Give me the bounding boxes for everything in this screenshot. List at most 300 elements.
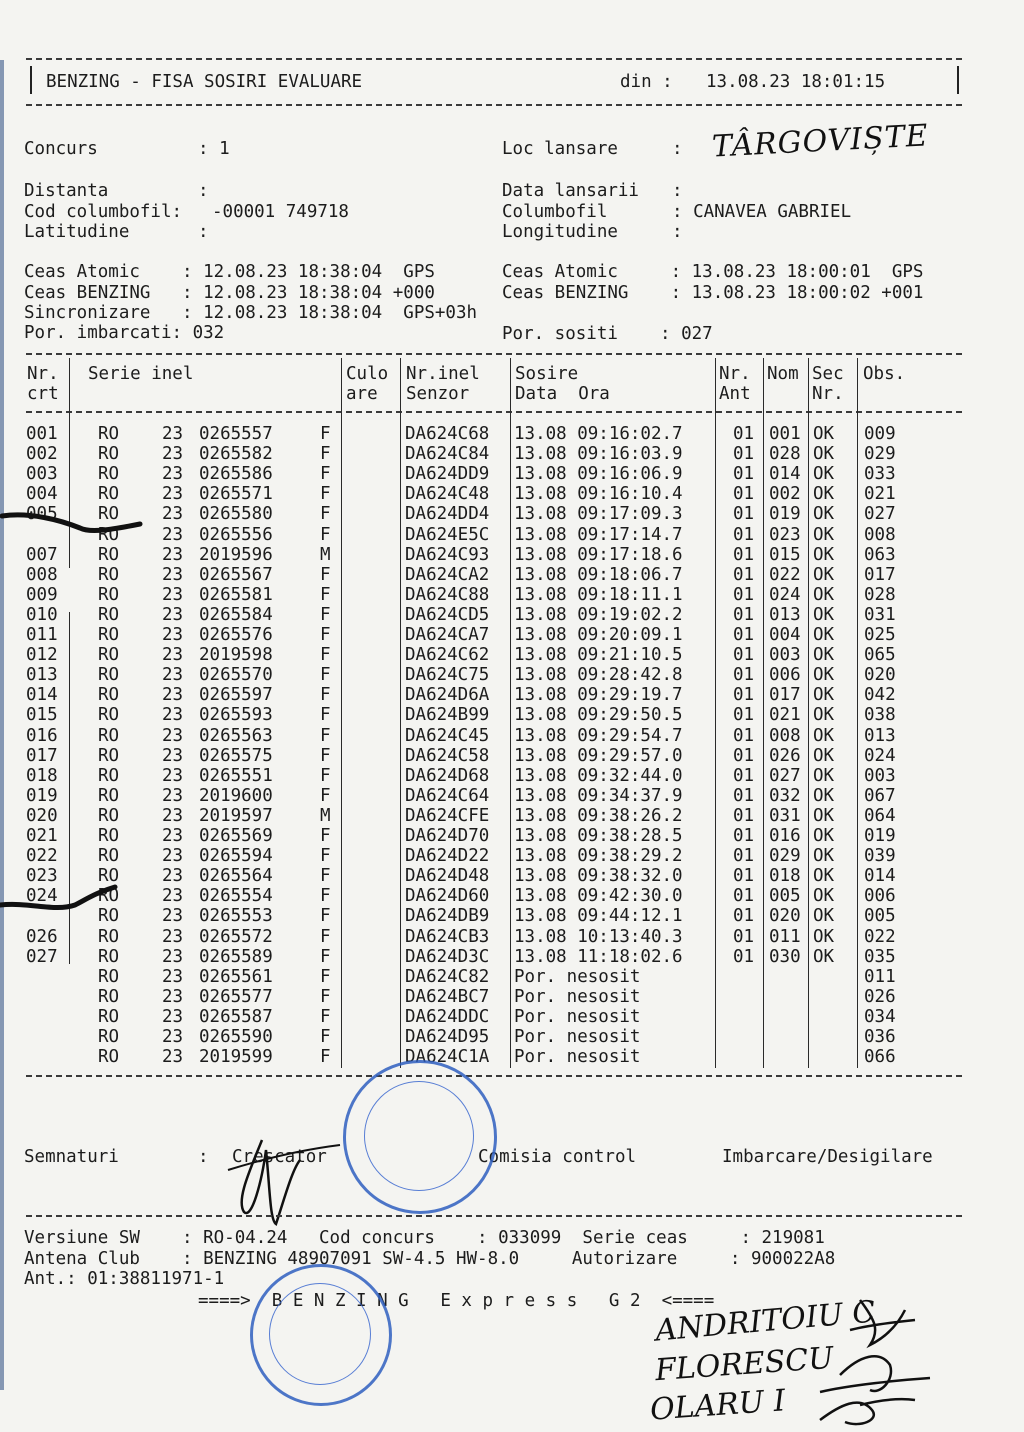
row-ring-number: 2019598: [199, 645, 273, 666]
row-nom: 016: [769, 826, 801, 846]
row-sex: M: [320, 544, 331, 565]
row-sex: F: [320, 625, 331, 645]
row-ring-number: 0265570: [199, 665, 273, 686]
row-ring-number: 0265580: [199, 504, 273, 525]
row-ring-number: 0265554: [199, 886, 273, 907]
ceas-atomic-end: Ceas Atomic : 13.08.23 18:00:01 GPS: [502, 262, 924, 282]
row-nom: 019: [769, 504, 801, 525]
row-nr: 022: [26, 846, 58, 867]
row-nom: 024: [769, 584, 801, 605]
row-arrival: 13.08 09:16:06.9: [514, 464, 683, 485]
row-nr: 016: [26, 725, 58, 746]
row-antenna: 01: [733, 584, 755, 605]
row-antenna: 01: [733, 926, 755, 947]
row-arrival: 13.08 09:17:18.6: [514, 544, 683, 565]
row-year: 23: [162, 966, 184, 987]
row-obs: 026: [864, 986, 896, 1007]
row-year: 23: [162, 805, 184, 826]
row-country: RO: [98, 604, 120, 625]
row-ring-number: 0265576: [199, 625, 273, 645]
row-sex: F: [320, 866, 331, 887]
row-sex: F: [320, 484, 331, 505]
row-ring-number: 0265589: [199, 946, 273, 967]
row-sec: OK: [813, 564, 835, 585]
row-year: 23: [162, 906, 184, 927]
row-obs: 022: [864, 926, 896, 947]
row-nom: 002: [769, 484, 801, 505]
row-nom: 028: [769, 444, 801, 465]
row-sex: F: [320, 826, 331, 846]
row-sensor-id: DA624C62: [405, 645, 490, 666]
report-title: BENZING - FISA SOSIRI EVALUARE: [46, 72, 363, 92]
row-sex: F: [320, 1027, 331, 1047]
row-country: RO: [98, 966, 120, 987]
columbofil-label: Columbofil: [502, 202, 608, 222]
row-arrival: Por. nesosit: [514, 986, 641, 1007]
row-nom: 003: [769, 645, 801, 666]
row-year: 23: [162, 544, 184, 565]
row-sex: F: [320, 504, 331, 525]
row-antenna: 01: [733, 665, 755, 686]
row-country: RO: [98, 444, 120, 465]
row-ring-number: 0265567: [199, 564, 273, 585]
row-sensor-id: DA624C68: [405, 424, 490, 444]
row-arrival: 13.08 09:19:02.2: [514, 604, 683, 625]
row-antenna: 01: [733, 725, 755, 746]
row-nom: 015: [769, 544, 801, 565]
row-ring-number: 0265575: [199, 745, 273, 766]
row-sex: F: [320, 584, 331, 605]
distanta-label: Distanta: [24, 181, 109, 201]
row-obs: 008: [864, 524, 896, 545]
row-country: RO: [98, 906, 120, 927]
row-nom: 029: [769, 846, 801, 867]
row-nr: 001: [26, 424, 58, 444]
col-header-senzor: Senzor: [406, 384, 470, 404]
row-country: RO: [98, 645, 120, 666]
row-nom: 005: [769, 886, 801, 907]
row-country: RO: [98, 544, 120, 565]
row-arrival: 13.08 09:29:57.0: [514, 745, 683, 766]
row-sex: F: [320, 1047, 331, 1068]
row-year: 23: [162, 1006, 184, 1027]
row-country: RO: [98, 805, 120, 826]
row-sex: F: [320, 765, 331, 786]
row-year: 23: [162, 604, 184, 625]
row-nom: 030: [769, 946, 801, 967]
row-antenna: 01: [733, 504, 755, 525]
ceas-benzing-end: Ceas BENZING : 13.08.23 18:00:02 +001: [502, 283, 924, 303]
row-year: 23: [162, 665, 184, 686]
row-country: RO: [98, 625, 120, 645]
row-nom: 013: [769, 604, 801, 625]
row-ring-number: 2019596: [199, 544, 273, 565]
row-nom: 008: [769, 725, 801, 746]
row-year: 23: [162, 524, 184, 545]
row-nr: 005: [26, 504, 58, 525]
row-obs: 019: [864, 826, 896, 846]
row-sec: OK: [813, 685, 835, 706]
row-obs: 031: [864, 604, 896, 625]
row-sec: OK: [813, 846, 835, 867]
loc-lansare-sep: :: [672, 139, 683, 159]
row-sensor-id: DA624E5C: [405, 524, 490, 545]
row-sex: F: [320, 1006, 331, 1027]
row-sex: F: [320, 946, 331, 967]
row-arrival: 13.08 09:17:14.7: [514, 524, 683, 545]
row-sex: F: [320, 665, 331, 686]
row-year: 23: [162, 986, 184, 1007]
row-sec: OK: [813, 544, 835, 565]
longitudine-value: :: [672, 222, 683, 242]
row-sex: F: [320, 986, 331, 1007]
col-header-ant: Ant: [719, 384, 751, 404]
row-obs: 063: [864, 544, 896, 565]
row-obs: 039: [864, 846, 896, 867]
row-sensor-id: DA624C58: [405, 745, 490, 766]
row-nr: 002: [26, 444, 58, 465]
row-country: RO: [98, 1047, 120, 1068]
row-antenna: 01: [733, 785, 755, 806]
row-obs: 025: [864, 625, 896, 645]
row-year: 23: [162, 826, 184, 846]
row-antenna: 01: [733, 564, 755, 585]
row-nr: 003: [26, 464, 58, 485]
row-country: RO: [98, 765, 120, 786]
row-country: RO: [98, 1006, 120, 1027]
row-sensor-id: DA624DD4: [405, 504, 490, 525]
row-year: 23: [162, 846, 184, 867]
row-sensor-id: DA624D48: [405, 866, 490, 887]
row-year: 23: [162, 685, 184, 706]
row-nr: 012: [26, 645, 58, 666]
col-header-crt: crt: [27, 384, 59, 404]
row-arrival: 13.08 11:18:02.6: [514, 946, 683, 967]
row-sex: F: [320, 464, 331, 485]
row-ring-number: 0265590: [199, 1027, 273, 1047]
row-sensor-id: DA624CD5: [405, 604, 490, 625]
loc-lansare-handwritten: TÂRGOVIȘTE: [711, 118, 930, 165]
row-year: 23: [162, 625, 184, 645]
footer-line-3: Ant.: 01:38811971-1: [24, 1269, 225, 1289]
row-antenna: 01: [733, 866, 755, 887]
row-sec: OK: [813, 464, 835, 485]
row-antenna: 01: [733, 906, 755, 927]
row-arrival: Por. nesosit: [514, 1006, 641, 1027]
row-country: RO: [98, 986, 120, 1007]
row-sec: OK: [813, 444, 835, 465]
row-ring-number: 0265563: [199, 725, 273, 746]
row-country: RO: [98, 926, 120, 947]
row-obs: 024: [864, 745, 896, 766]
row-sex: F: [320, 745, 331, 766]
row-sec: OK: [813, 745, 835, 766]
row-nom: 026: [769, 745, 801, 766]
row-obs: 033: [864, 464, 896, 485]
row-obs: 028: [864, 584, 896, 605]
row-obs: 020: [864, 665, 896, 686]
row-obs: 067: [864, 785, 896, 806]
porumbei-sositi: Por. sositi : 027: [502, 324, 713, 344]
row-arrival: 13.08 09:21:10.5: [514, 645, 683, 666]
row-country: RO: [98, 725, 120, 746]
row-sec: OK: [813, 866, 835, 887]
row-arrival: 13.08 09:44:12.1: [514, 906, 683, 927]
row-arrival: 13.08 09:32:44.0: [514, 765, 683, 786]
row-sec: OK: [813, 805, 835, 826]
row-year: 23: [162, 785, 184, 806]
row-antenna: 01: [733, 645, 755, 666]
col-header-nom: Nom: [767, 364, 799, 384]
row-country: RO: [98, 524, 120, 545]
row-sex: F: [320, 645, 331, 666]
row-sex: F: [320, 906, 331, 927]
row-obs: 021: [864, 484, 896, 505]
row-nom: 017: [769, 685, 801, 706]
row-sensor-id: DA624D3C: [405, 946, 490, 967]
row-obs: 006: [864, 886, 896, 907]
handwritten-name-2: FLORESCU: [653, 1340, 835, 1389]
col-header-nr-ant: Nr.: [719, 364, 751, 384]
row-nr: 004: [26, 484, 58, 505]
row-sensor-id: DA624C1A: [405, 1047, 490, 1068]
row-arrival: 13.08 09:38:26.2: [514, 805, 683, 826]
row-sec: OK: [813, 705, 835, 726]
row-ring-number: 0265594: [199, 846, 273, 867]
row-year: 23: [162, 886, 184, 907]
row-year: 23: [162, 1047, 184, 1068]
row-country: RO: [98, 785, 120, 806]
row-obs: 034: [864, 1006, 896, 1027]
row-sensor-id: DA624CFE: [405, 805, 490, 826]
row-country: RO: [98, 584, 120, 605]
row-sex: F: [320, 424, 331, 444]
row-ring-number: 0265593: [199, 705, 273, 726]
row-sec: OK: [813, 645, 835, 666]
row-sensor-id: DA624DD9: [405, 464, 490, 485]
concurs-label: Concurs: [24, 139, 98, 159]
row-nom: 021: [769, 705, 801, 726]
col-header-culoare-2: are: [346, 384, 378, 404]
row-year: 23: [162, 765, 184, 786]
row-antenna: 01: [733, 484, 755, 505]
row-nr: 026: [26, 926, 58, 947]
row-country: RO: [98, 886, 120, 907]
row-ring-number: 0265557: [199, 424, 273, 444]
row-country: RO: [98, 846, 120, 867]
row-obs: 011: [864, 966, 896, 987]
concurs-value: : 1: [198, 139, 230, 159]
header-datetime: 13.08.23 18:01:15: [706, 72, 886, 92]
sincronizare: Sincronizare : 12.08.23 18:38:04 GPS+03h: [24, 303, 478, 323]
row-antenna: 01: [733, 946, 755, 967]
row-year: 23: [162, 444, 184, 465]
row-sensor-id: DA624D70: [405, 826, 490, 846]
row-arrival: 13.08 09:28:42.8: [514, 665, 683, 686]
row-arrival: 13.08 09:38:29.2: [514, 846, 683, 867]
row-sex: F: [320, 524, 331, 545]
columbofil-value: : CANAVEA GABRIEL: [672, 202, 852, 222]
row-nr: 013: [26, 665, 58, 686]
row-sensor-id: DA624C45: [405, 725, 490, 746]
row-sensor-id: DA624CB3: [405, 926, 490, 947]
row-sex: F: [320, 785, 331, 806]
row-nr: 017: [26, 745, 58, 766]
row-sec: OK: [813, 886, 835, 907]
row-sensor-id: DA624C48: [405, 484, 490, 505]
row-sec: OK: [813, 826, 835, 846]
row-year: 23: [162, 705, 184, 726]
row-nom: 011: [769, 926, 801, 947]
row-country: RO: [98, 826, 120, 846]
col-header-nr: Nr.: [27, 364, 59, 384]
row-ring-number: 0265551: [199, 765, 273, 786]
row-arrival: 13.08 09:38:28.5: [514, 826, 683, 846]
row-sensor-id: DA624CA2: [405, 564, 490, 585]
row-ring-number: 0265569: [199, 826, 273, 846]
row-sex: M: [320, 805, 331, 826]
row-obs: 003: [864, 765, 896, 786]
row-ring-number: 0265561: [199, 966, 273, 987]
row-arrival: Por. nesosit: [514, 966, 641, 987]
row-year: 23: [162, 946, 184, 967]
row-year: 23: [162, 926, 184, 947]
row-nr: 023: [26, 866, 58, 887]
row-obs: 017: [864, 564, 896, 585]
row-nr: 027: [26, 946, 58, 967]
row-sec: OK: [813, 906, 835, 927]
latitudine-value: :: [198, 222, 209, 242]
row-antenna: 01: [733, 685, 755, 706]
signature-comisia-label: Comisia control: [478, 1147, 637, 1167]
row-obs: 013: [864, 725, 896, 746]
row-obs: 066: [864, 1047, 896, 1068]
row-antenna: 01: [733, 765, 755, 786]
row-arrival: 13.08 09:16:03.9: [514, 444, 683, 465]
row-year: 23: [162, 504, 184, 525]
row-sex: F: [320, 926, 331, 947]
row-year: 23: [162, 564, 184, 585]
row-obs: 038: [864, 705, 896, 726]
row-obs: 035: [864, 946, 896, 967]
row-arrival: 13.08 10:13:40.3: [514, 926, 683, 947]
row-nom: 022: [769, 564, 801, 585]
signatures-label: Semnaturi: [24, 1147, 119, 1167]
row-country: RO: [98, 484, 120, 505]
row-country: RO: [98, 685, 120, 706]
row-sensor-id: DA624C64: [405, 785, 490, 806]
col-header-inel: Nr.inel: [406, 364, 480, 384]
row-year: 23: [162, 464, 184, 485]
row-sec: OK: [813, 625, 835, 645]
row-country: RO: [98, 866, 120, 887]
row-year: 23: [162, 584, 184, 605]
row-ring-number: 0265553: [199, 906, 273, 927]
row-arrival: 13.08 09:18:06.7: [514, 564, 683, 585]
row-nr: 007: [26, 544, 58, 565]
signatures-sep: :: [198, 1147, 209, 1167]
row-ring-number: 0265572: [199, 926, 273, 947]
row-antenna: 01: [733, 464, 755, 485]
row-year: 23: [162, 725, 184, 746]
row-obs: 027: [864, 504, 896, 525]
cod-columbofil-value: -00001 749718: [212, 202, 349, 222]
row-sensor-id: DA624D95: [405, 1027, 490, 1047]
row-ring-number: 0265597: [199, 685, 273, 706]
row-sex: F: [320, 705, 331, 726]
row-sensor-id: DA624B99: [405, 705, 490, 726]
row-nr: 019: [26, 785, 58, 806]
row-year: 23: [162, 424, 184, 444]
row-ring-number: 2019599: [199, 1047, 273, 1068]
row-sensor-id: DA624D6A: [405, 685, 490, 706]
col-header-sec: Sec: [812, 364, 844, 384]
row-arrival: 13.08 09:29:50.5: [514, 705, 683, 726]
row-sensor-id: DA624C84: [405, 444, 490, 465]
row-nr: 014: [26, 685, 58, 706]
row-nom: 014: [769, 464, 801, 485]
row-sec: OK: [813, 604, 835, 625]
row-obs: 064: [864, 805, 896, 826]
row-antenna: 01: [733, 705, 755, 726]
row-sec: OK: [813, 765, 835, 786]
row-nr: 015: [26, 705, 58, 726]
row-country: RO: [98, 424, 120, 444]
row-nom: 031: [769, 805, 801, 826]
row-sex: F: [320, 725, 331, 746]
row-ring-number: 2019597: [199, 805, 273, 826]
row-arrival: 13.08 09:42:30.0: [514, 886, 683, 907]
row-sex: F: [320, 846, 331, 867]
footer-line-1: Versiune SW : RO-04.24 Cod concurs : 033099 Serie ceas : 219081: [24, 1228, 825, 1248]
row-arrival: 13.08 09:29:19.7: [514, 685, 683, 706]
row-arrival: 13.08 09:16:10.4: [514, 484, 683, 505]
row-nr: 010: [26, 604, 58, 625]
row-ring-number: 0265586: [199, 464, 273, 485]
row-sec: OK: [813, 785, 835, 806]
row-nom: 004: [769, 625, 801, 645]
row-nr: 018: [26, 765, 58, 786]
row-obs: 014: [864, 866, 896, 887]
longitudine-label: Longitudine: [502, 222, 618, 242]
row-country: RO: [98, 464, 120, 485]
header-din-label: din :: [620, 72, 673, 92]
row-sec: OK: [813, 584, 835, 605]
row-sec: OK: [813, 424, 835, 444]
row-antenna: 01: [733, 846, 755, 867]
row-antenna: 01: [733, 625, 755, 645]
row-sec: OK: [813, 946, 835, 967]
row-antenna: 01: [733, 826, 755, 846]
row-country: RO: [98, 946, 120, 967]
row-sec: OK: [813, 484, 835, 505]
loc-lansare-label: Loc lansare: [502, 139, 618, 159]
handwritten-name-1: ANDRITOIU C: [653, 1294, 877, 1349]
row-sensor-id: DA624DDC: [405, 1006, 490, 1027]
row-country: RO: [98, 665, 120, 686]
row-antenna: 01: [733, 604, 755, 625]
row-antenna: 01: [733, 424, 755, 444]
row-ring-number: 0265571: [199, 484, 273, 505]
row-nom: 018: [769, 866, 801, 887]
row-antenna: 01: [733, 524, 755, 545]
row-ring-number: 0265584: [199, 604, 273, 625]
row-country: RO: [98, 1027, 120, 1047]
row-antenna: 01: [733, 444, 755, 465]
ceas-benzing-start: Ceas BENZING : 12.08.23 18:38:04 +000: [24, 283, 435, 303]
row-sec: OK: [813, 504, 835, 525]
row-sensor-id: DA624C82: [405, 966, 490, 987]
